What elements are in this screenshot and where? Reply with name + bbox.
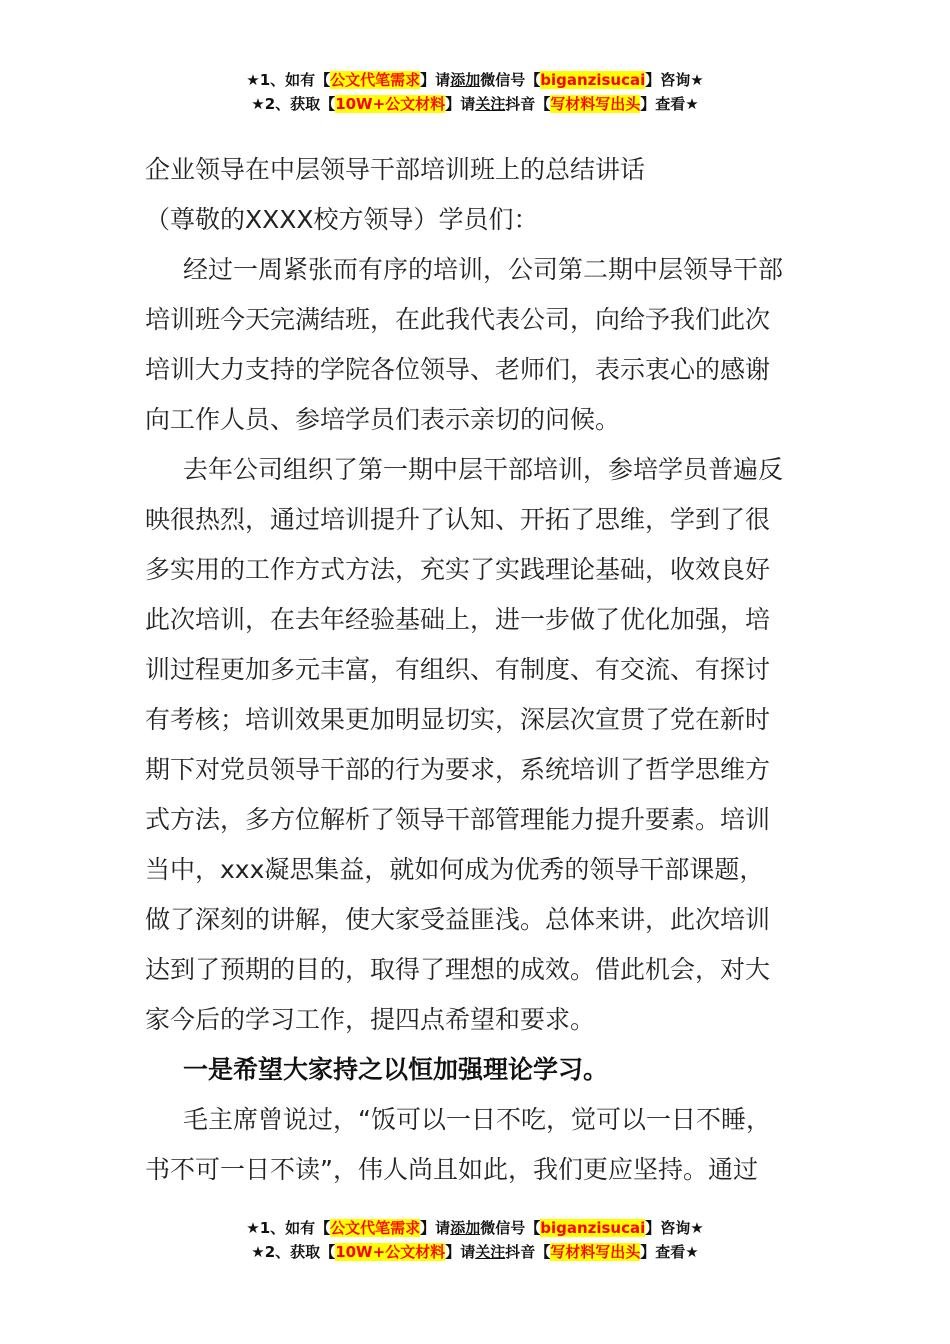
banner-text: ★2、获取【: [251, 95, 336, 113]
text-line: 毛主席曾说过，“饭可以一日不吃，觉可以一日不睡，: [183, 1105, 771, 1134]
footer-banner: [0, 1216, 950, 1264]
text-line: 经过一周紧张而有序的培训，公司第二期中层领导干部: [183, 255, 784, 284]
text-line: 培训大力支持的学院各位领导、老师们，表示衷心的感谢: [145, 355, 771, 384]
paragraph-1: [145, 245, 810, 445]
highlight-service: 公文代笔需求: [330, 71, 421, 89]
banner-text: 】咨询★: [645, 1219, 704, 1237]
underlined-text: 添加: [450, 71, 481, 89]
text-line: 培训班今天完满结班，在此我代表公司，向给予我们此次: [145, 305, 771, 334]
document-title: 企业领导在中层领导干部培训班上的总结讲话: [145, 155, 646, 184]
banner-text: 微信号【: [480, 1219, 541, 1237]
banner-text: 】查看★: [640, 95, 699, 113]
text-line: 去年公司组织了第一期中层干部培训，参培学员普遍反: [183, 455, 784, 484]
text-line: 训过程更加多元丰富，有组织、有制度、有交流、有探讨: [145, 655, 771, 684]
header-banner: [0, 68, 950, 116]
banner-text: ★2、获取【: [251, 1243, 336, 1261]
underlined-text: 添加: [450, 1219, 481, 1237]
text-line: 做了深刻的讲解，使大家受益匪浅。总体来讲，此次培训: [145, 905, 771, 934]
document-body: [145, 145, 810, 1195]
section-heading-1: 一是希望大家持之以恒加强理论学习。: [183, 1055, 609, 1084]
highlight-service: 公文代笔需求: [330, 1219, 421, 1237]
highlight-materials: 10W+公文材料: [335, 1243, 446, 1261]
banner-line-1: [0, 68, 950, 92]
text-line: 当中，xxx凝思集益，就如何成为优秀的领导干部课题，: [145, 855, 765, 884]
banner-text: 】查看★: [640, 1243, 699, 1261]
text-line: 向工作人员、参培学员们表示亲切的问候。: [145, 405, 621, 434]
highlight-douyin-account: 写材料写出头: [550, 1243, 641, 1261]
banner-line-2: [0, 1240, 950, 1264]
banner-text: 抖音【: [505, 1243, 551, 1261]
banner-text: 】请: [420, 1219, 451, 1237]
highlight-wechat-id: biganzisucai: [540, 71, 646, 89]
text-line: 家今后的学习工作，提四点希望和要求。: [145, 1005, 596, 1034]
text-line: 式方法，多方位解析了领导干部管理能力提升要素。培训: [145, 805, 771, 834]
banner-line-2: [0, 92, 950, 116]
banner-text: ★1、如有【: [246, 1219, 331, 1237]
banner-text: 】请: [445, 95, 476, 113]
text-line: 达到了预期的目的，取得了理想的成效。借此机会，对大: [145, 955, 771, 984]
paragraph-3: [145, 1095, 810, 1195]
highlight-wechat-id: biganzisucai: [540, 1219, 646, 1237]
banner-text: 】请: [420, 71, 451, 89]
text-line: 书不可一日不读”，伟人尚且如此，我们更应坚持。通过: [145, 1155, 758, 1184]
banner-text: 】请: [445, 1243, 476, 1261]
underlined-text: 关注: [475, 95, 506, 113]
text-line: 多实用的工作方式方法，充实了实践理论基础，收效良好: [145, 555, 771, 584]
text-line: 有考核；培训效果更加明显切实，深层次宣贯了党在新时: [145, 705, 771, 734]
banner-text: 抖音【: [505, 95, 551, 113]
highlight-douyin-account: 写材料写出头: [550, 95, 641, 113]
paragraph-2: [145, 445, 810, 1045]
banner-text: ★1、如有【: [246, 71, 331, 89]
underlined-text: 关注: [475, 1243, 506, 1261]
text-line: 映很热烈，通过培训提升了认知、开拓了思维，学到了很: [145, 505, 771, 534]
banner-line-1: [0, 1216, 950, 1240]
banner-text: 】咨询★: [645, 71, 704, 89]
text-line: 期下对党员领导干部的行为要求，系统培训了哲学思维方: [145, 755, 771, 784]
highlight-materials: 10W+公文材料: [335, 95, 446, 113]
banner-text: 微信号【: [480, 71, 541, 89]
salutation: （尊敬的XXXX校方领导）学员们：: [145, 205, 539, 234]
text-line: 此次培训，在去年经验基础上，进一步做了优化加强，培: [145, 605, 771, 634]
